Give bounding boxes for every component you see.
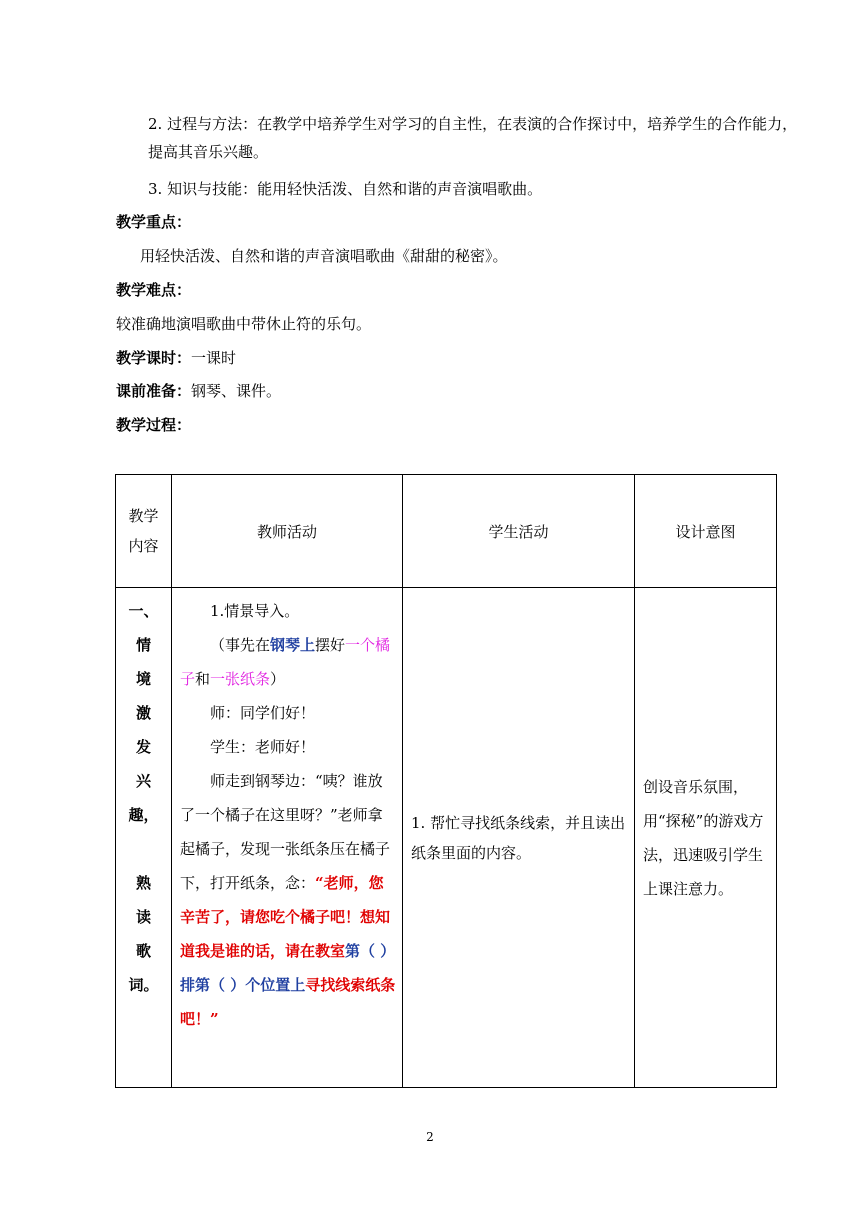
teacher-line-greet: 师：同学们好！ bbox=[210, 704, 316, 722]
student-cell: 1. 帮忙寻找纸条线索，并且读出纸条里面的内容。 bbox=[403, 588, 635, 1088]
table-row bbox=[116, 588, 777, 1088]
content-char: 熟 bbox=[135, 874, 151, 892]
content-char: 激 bbox=[135, 704, 151, 722]
key-points-text: 用轻快活泼、自然和谐的声音演唱歌曲《甜甜的秘密》。 bbox=[140, 247, 508, 265]
content-char: 歌 bbox=[135, 942, 151, 960]
header-student: 学生活动 bbox=[403, 475, 635, 588]
content-char: 兴 bbox=[135, 772, 151, 790]
difficulties-text: 较准确地演唱歌曲中带休止符的乐句。 bbox=[116, 315, 372, 333]
teacher-line-setup bbox=[180, 628, 396, 696]
content-char: 境 bbox=[135, 670, 151, 688]
preparation-label: 课前准备： bbox=[116, 382, 192, 400]
paragraph-process-method: 2. 过程与方法：在教学中培养学生对学习的自主性，在表演的合作探讨中，培养学生的合作能力，提高其音乐兴趣。 bbox=[148, 115, 798, 161]
heading-process: 教学过程： bbox=[116, 416, 192, 434]
page-number: 2 bbox=[426, 1130, 434, 1144]
content-spacer bbox=[116, 832, 171, 866]
setup-note: 一张纸条 bbox=[210, 670, 271, 688]
story-text: 师走到钢琴边：“咦？谁放了一个橘子在这里呀？”老师拿起橘子，发现一张纸条压在橘子下，打开纸条，念： bbox=[180, 772, 391, 892]
content-char: 词。 bbox=[128, 976, 159, 994]
quote-open: “ bbox=[315, 874, 324, 892]
heading-key-points: 教学重点： bbox=[116, 213, 192, 231]
header-teacher: 教师活动 bbox=[172, 475, 403, 588]
setup-text: （事先在 bbox=[210, 636, 271, 654]
design-cell: 创设音乐氛围，用“探秘”的游戏方法，迅速吸引学生上课注意力。 bbox=[635, 588, 777, 1088]
note-text-red: 老师，您辛苦了，请您吃个橘子吧！想知道我是谁的话，请在教室 bbox=[180, 874, 391, 960]
table-header-row bbox=[116, 475, 777, 588]
lesson-hours-label: 教学课时： bbox=[116, 349, 192, 367]
header-content bbox=[116, 475, 172, 588]
setup-text: ） bbox=[270, 670, 286, 688]
lesson-table bbox=[115, 474, 777, 1088]
header-design: 设计意图 bbox=[635, 475, 777, 588]
heading-difficulties: 教学难点： bbox=[116, 281, 192, 299]
setup-orange: 一个橘子 bbox=[180, 636, 391, 688]
note-text-red-end: 寻找线索纸条吧！ bbox=[180, 976, 396, 1028]
note-text-blue: 第（ ）排第（ ）个位置上 bbox=[180, 942, 396, 994]
preparation-line bbox=[116, 377, 776, 405]
teacher-cell bbox=[172, 588, 403, 1088]
paragraph-knowledge-skill: 3. 知识与技能：能用轻快活泼、自然和谐的声音演唱歌曲。 bbox=[148, 180, 543, 198]
teacher-line-story bbox=[180, 764, 396, 1036]
content-char: 趣， bbox=[128, 806, 159, 824]
lesson-hours-line bbox=[116, 344, 776, 372]
quote-close: ” bbox=[210, 1010, 219, 1028]
content-cell bbox=[116, 588, 172, 1088]
header-content-line2: 内容 bbox=[128, 537, 159, 555]
content-char: 发 bbox=[135, 738, 151, 756]
setup-piano: 钢琴上 bbox=[270, 636, 316, 654]
setup-text: 和 bbox=[195, 670, 211, 688]
header-content-line1: 教学 bbox=[128, 507, 159, 525]
teacher-line-intro: 1.情景导入。 bbox=[210, 602, 300, 620]
content-char: 一、 bbox=[128, 602, 159, 620]
preparation-text: 钢琴、课件。 bbox=[191, 382, 282, 400]
teacher-line-reply: 学生：老师好！ bbox=[210, 738, 316, 756]
content-char: 情 bbox=[135, 636, 151, 654]
setup-text: 摆好 bbox=[315, 636, 346, 654]
content-char: 读 bbox=[135, 908, 151, 926]
lesson-hours-text: 一课时 bbox=[191, 349, 237, 367]
